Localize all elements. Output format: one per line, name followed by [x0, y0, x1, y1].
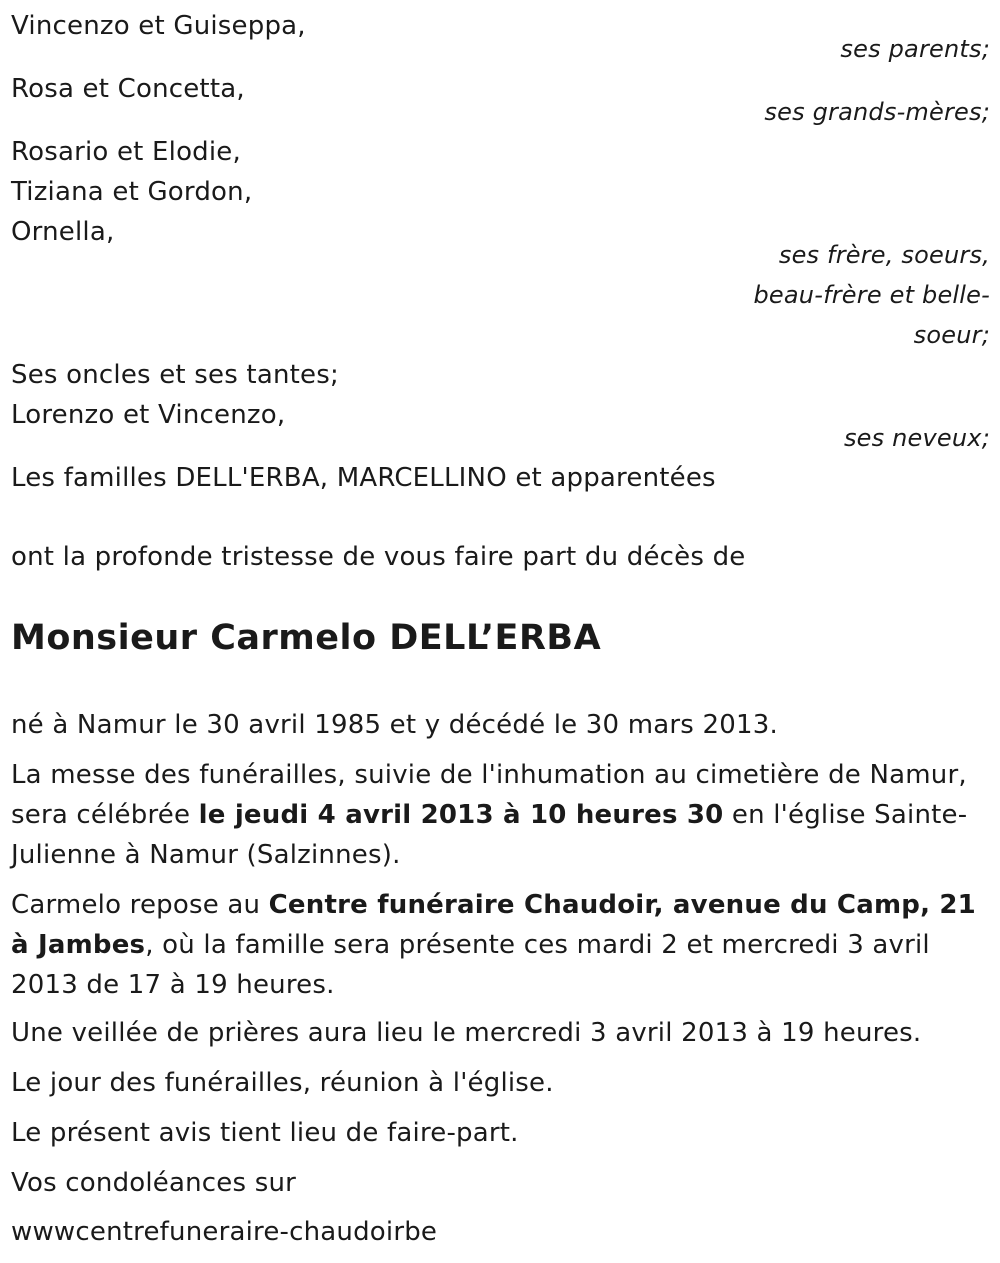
repose-paragraph — [11, 885, 986, 1005]
siblings-line-2: Tiziana et Gordon, — [11, 177, 253, 207]
parents-names: Vincenzo et Guiseppa, — [11, 11, 306, 41]
families-line: Les familles DELL'ERBA, MARCELLINO et apparentées — [11, 463, 716, 493]
nephews-names: Lorenzo et Vincenzo, — [11, 400, 286, 430]
funeral-mass-paragraph — [11, 755, 986, 875]
mass-date-time: le jeudi 4 avril 2013 à 10 heures 30 — [198, 800, 724, 830]
siblings-role-line-3: soeur; — [913, 321, 990, 349]
uncles-aunts: Ses oncles et ses tantes; — [11, 360, 339, 390]
siblings-role-line-1: ses frère, soeurs, — [778, 241, 990, 269]
parents-role: ses parents; — [840, 35, 990, 63]
meeting-text: Le jour des funérailles, réunion à l'église. — [11, 1068, 554, 1098]
notice-note-text: Le présent avis tient lieu de faire-part. — [11, 1118, 519, 1148]
siblings-line-1: Rosario et Elodie, — [11, 137, 241, 167]
condolences-website: wwwcentrefuneraire-chaudoirbe — [11, 1217, 438, 1247]
condolences-label: Vos condoléances sur — [11, 1168, 297, 1198]
repose-text-after: , où la famille sera présente ces mardi 2 et mercredi 3 avril 2013 de 17 à 19 heures. — [11, 930, 930, 1000]
repose-text-before: Carmelo repose au — [11, 890, 269, 920]
birth-death-text: né à Namur le 30 avril 1985 et y décédé le 30 mars 2013. — [11, 710, 778, 740]
announcement-text: ont la profonde tristesse de vous faire part du décès de — [11, 542, 746, 572]
deceased-name: Monsieur Carmelo DELL’ERBA — [11, 618, 602, 658]
nephews-role: ses neveux; — [843, 424, 990, 452]
mass-text-before: La messe des funérailles, suivie de l'inhumation au cimetière de Namur, sera célébrée — [11, 760, 967, 830]
vigil-text: Une veillée de prières aura lieu le mercredi 3 avril 2013 à 19 heures. — [11, 1018, 922, 1048]
grandmothers-names: Rosa et Concetta, — [11, 74, 245, 104]
mass-text-after: en l'église Sainte-Julienne à Namur (Salzinnes). — [11, 800, 968, 870]
siblings-line-3: Ornella, — [11, 217, 115, 247]
siblings-role-line-2: beau-frère et belle- — [753, 281, 990, 309]
funeral-center-address: Centre funéraire Chaudoir, avenue du Camp, 21 à Jambes — [11, 890, 976, 960]
grandmothers-role: ses grands-mères; — [764, 98, 990, 126]
